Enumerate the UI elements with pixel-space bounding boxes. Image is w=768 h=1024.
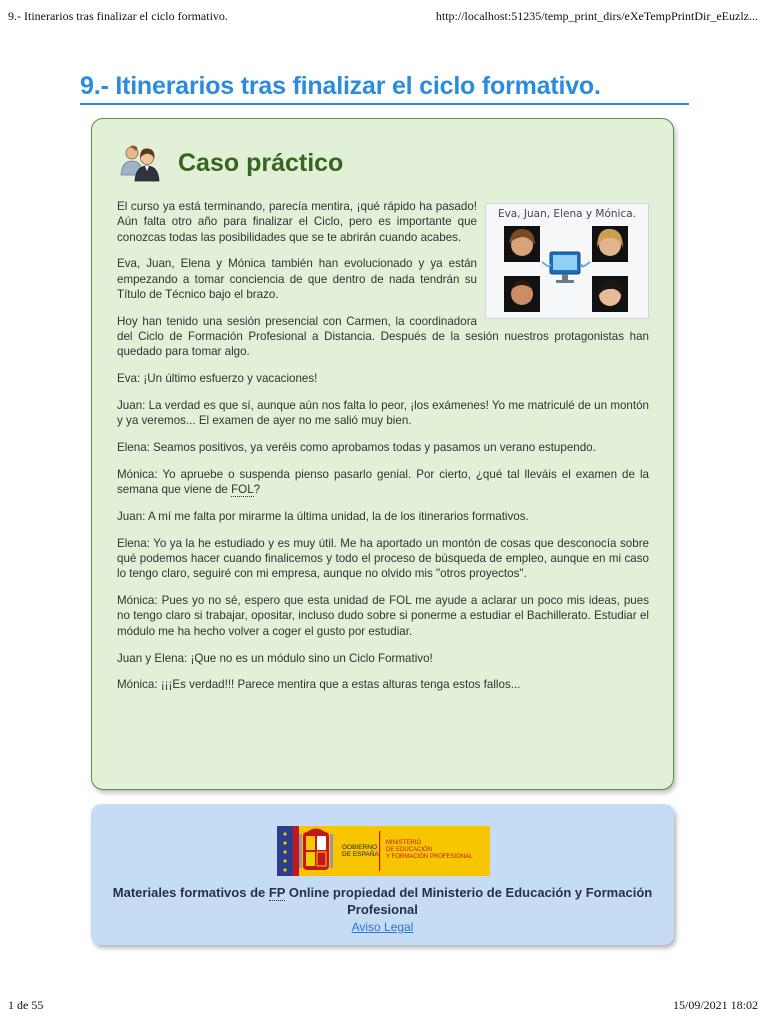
logo-ministerio-line3: Y FORMACIÓN PROFESIONAL	[386, 854, 473, 860]
aviso-legal-link[interactable]: Aviso Legal	[351, 920, 414, 934]
dialogue-monica: Mónica: Pues yo no sé, espero que esta unidad de FOL me ayude a aclarar un poco mis ideas, pues no tengo claro si trabajar, opositar, incluso dudo sobre si ponerme a estudiar el Bachillerato. Estudiar el módulo me ha hecho volver a coger el gusto por estudiar.	[117, 594, 649, 638]
print-header	[8, 9, 758, 27]
dialogue-text: Mónica: Yo apruebe o suspenda pienso pasarlo genial. Por cierto, ¿qué tal lleváis el examen de la semana que viene de	[117, 467, 649, 497]
case-paragraph: El curso ya está terminando, parecía mentira, ¡qué rápido ha pasado! Aún falta otro año para finalizar el Ciclo, pero es importante que conozcas todas las posibilidades que se te abrirán cuando acabes.	[117, 200, 477, 244]
fol-abbreviation-link[interactable]: FOL	[231, 483, 254, 497]
dialogue-juan-elena: Juan y Elena: ¡Que no es un módulo sino un Ciclo Formativo!	[117, 651, 433, 665]
print-footer	[8, 998, 758, 1016]
footer-box	[91, 804, 674, 945]
logo-ministerio-line2: DE EDUCACIÓN	[386, 847, 433, 853]
dialogue-elena: Elena: Seamos positivos, ya veréis como aprobamos todas y pasamos un verano estupendo.	[117, 441, 596, 455]
dialogue-juan: Juan: A mí me falta por mirarme la última unidad, la de los itinerarios formativos.	[117, 509, 529, 523]
fp-abbreviation[interactable]: FP	[268, 885, 286, 900]
footer-credits	[101, 884, 664, 918]
page-counter: 1 de 55	[8, 998, 44, 1012]
dialogue-elena: Elena: Yo ya la he estudiado y es muy útil. Me ha aportado un montón de cosas que desconocía sobre qué podemos hacer cuando finalicemos y todo el proceso de búsqueda de empleo, aunque en mi caso lo tengo claro, seguiré con mi empresa, aunque no olvido mis "otros proyectos".	[117, 536, 649, 581]
footer-credits-text: Materiales formativos de	[112, 885, 269, 900]
characters-image	[485, 203, 649, 319]
gobierno-espana-logo	[277, 826, 490, 876]
case-study-body	[117, 199, 649, 704]
footer-credits-text-end: Online propiedad del Ministerio de Educación y Formación Profesional	[285, 885, 653, 917]
photo-caption: Eva, Juan, Elena y Mónica.	[497, 208, 637, 220]
page-title: 9.- Itinerarios tras finalizar el ciclo formativo.	[80, 72, 601, 100]
logo-gobierno-line1: GOBIERNO	[342, 844, 378, 851]
print-header-url: http://localhost:51235/temp_print_dirs/eXeTempPrintDir_eEuzlz...	[435, 9, 758, 23]
print-header-title: 9.- Itinerarios tras finalizar el ciclo formativo.	[8, 9, 228, 23]
print-datetime: 15/09/2021 18:02	[672, 998, 758, 1012]
dialogue-juan: Juan: La verdad es que sí, aunque aún nos falta lo peor, ¡los exámenes! Yo me matriculé de un montón y ya veremos... El examen de ayer no me salió muy bien.	[117, 398, 649, 428]
two-people-icon	[118, 143, 162, 183]
logo-ministerio-line1: MINISTERIO	[386, 840, 422, 846]
case-paragraph: Hoy han tenido una sesión presencial con Carmen, la coordinadora del Ciclo de Formación Profesional a Distancia. Después de la sesión nuestros protagonistas han quedado para tomar algo.	[117, 314, 649, 359]
dialogue-monica: Mónica: ¡¡¡Es verdad!!! Parece mentira que a estas alturas tenga estos fallos...	[117, 678, 521, 692]
case-paragraph: Eva, Juan, Elena y Mónica también han evolucionado y ya están empezando a tomar conciencia de que dentro de nada tendrán su Título de Técnico bajo el brazo.	[117, 257, 477, 301]
dialogue-eva: Eva: ¡Un último esfuerzo y vacaciones!	[117, 372, 318, 386]
case-study-title: Caso práctico	[178, 149, 344, 177]
title-underline	[80, 103, 689, 105]
dialogue-text-end: ?	[253, 483, 261, 497]
dialogue-monica	[117, 467, 649, 498]
case-study-box	[91, 118, 674, 790]
logo-gobierno-line2: DE ESPAÑA	[342, 851, 379, 858]
